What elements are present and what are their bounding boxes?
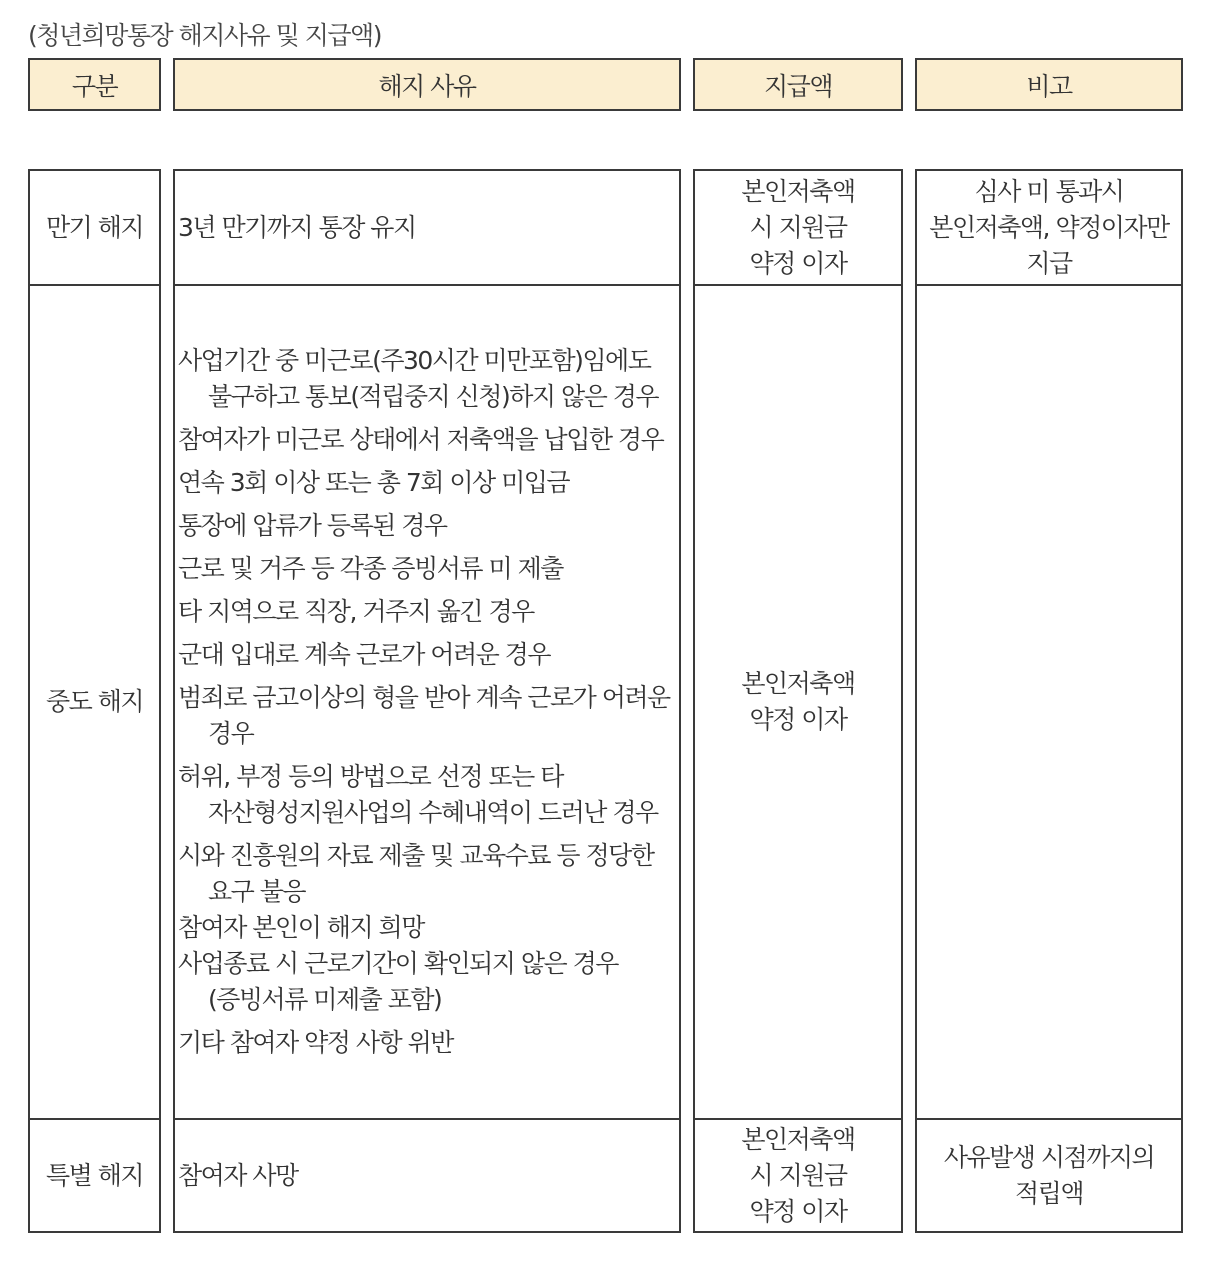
note-line: 지급 <box>1026 248 1072 278</box>
column-payment <box>693 169 903 1233</box>
reason-item: 참여자 본인이 해지 희망 <box>178 913 424 942</box>
note-cell-special <box>917 1120 1181 1231</box>
reason-item: 사업종료 시 근로기간이 확인되지 않은 경우 (증빙서류 미제출 포함) <box>178 949 618 1014</box>
reason-item: 근로 및 거주 등 각종 증빙서류 미 제출 <box>178 554 563 583</box>
category-cell-midway <box>30 286 159 1120</box>
reason-item: 기타 참여자 약정 사항 위반 <box>178 1028 453 1057</box>
category-label: 만기 해지 <box>45 212 144 242</box>
table-caption: (청년희망통장 해지사유 및 지급액) <box>28 21 381 50</box>
payment-line: 본인저축액 <box>741 176 855 206</box>
reason-item: 통장에 압류가 등록된 경우 <box>178 511 447 540</box>
reason-cell-special <box>175 1120 679 1231</box>
category-label: 중도 해지 <box>45 687 144 716</box>
category-cell-maturity <box>30 171 159 286</box>
reason-item: 사업기간 중 미근로(주30시간 미만포함)임에도 불구하고 통보(적립중지 신청)하지 않은 경우 <box>178 346 658 411</box>
header-category: 구분 <box>28 58 161 111</box>
payment-line: 시 지원금 <box>749 212 847 242</box>
category-label: 특별 해지 <box>45 1160 144 1190</box>
note-cell-maturity <box>917 171 1181 286</box>
category-cell-special <box>30 1120 159 1231</box>
payment-line: 약정 이자 <box>749 1196 847 1226</box>
note-line: 적립액 <box>1015 1178 1083 1208</box>
payment-cell-maturity <box>695 171 901 286</box>
header-payment: 지급액 <box>693 58 903 111</box>
reason-text: 3년 만기까지 통장 유지 <box>178 212 416 242</box>
payment-line: 본인저축액 <box>741 1124 855 1154</box>
payment-line: 시 지원금 <box>749 1160 847 1190</box>
payment-line: 약정 이자 <box>749 248 847 278</box>
note-line: 심사 미 통과시 <box>974 176 1124 206</box>
column-category <box>28 169 161 1233</box>
reason-cell-maturity <box>175 171 679 286</box>
reason-item: 타 지역으로 직장, 거주지 옮긴 경우 <box>178 597 534 626</box>
column-reason <box>173 169 681 1233</box>
header-reason: 해지 사유 <box>173 58 681 111</box>
note-line: 본인저축액, 약정이자만 <box>929 212 1169 242</box>
reason-item: 참여자가 미근로 상태에서 저축액을 납입한 경우 <box>178 425 664 454</box>
reason-item: 군대 입대로 계속 근로가 어려운 경우 <box>178 640 550 669</box>
column-note <box>915 169 1183 1233</box>
payment-cell-midway <box>695 286 901 1120</box>
note-line: 사유발생 시점까지의 <box>943 1142 1155 1172</box>
header-note: 비고 <box>915 58 1183 111</box>
payment-line: 본인저축액 <box>741 669 855 698</box>
reason-item: 연속 3회 이상 또는 총 7회 이상 미입금 <box>178 468 570 497</box>
reason-item: 시와 진흥원의 자료 제출 및 교육수료 등 정당한 요구 불응 <box>178 841 654 906</box>
reason-item: 범죄로 금고이상의 형을 받아 계속 근로가 어려운 경우 <box>178 683 670 748</box>
reason-item: 허위, 부정 등의 방법으로 선정 또는 타 자산형성지원사업의 수혜내역이 드러난 경우 <box>178 762 658 827</box>
note-cell-midway <box>917 286 1181 1120</box>
reason-text: 참여자 사망 <box>178 1160 298 1190</box>
reason-cell-midway <box>175 286 679 1120</box>
payment-line: 약정 이자 <box>749 705 847 734</box>
payment-cell-special <box>695 1120 901 1231</box>
